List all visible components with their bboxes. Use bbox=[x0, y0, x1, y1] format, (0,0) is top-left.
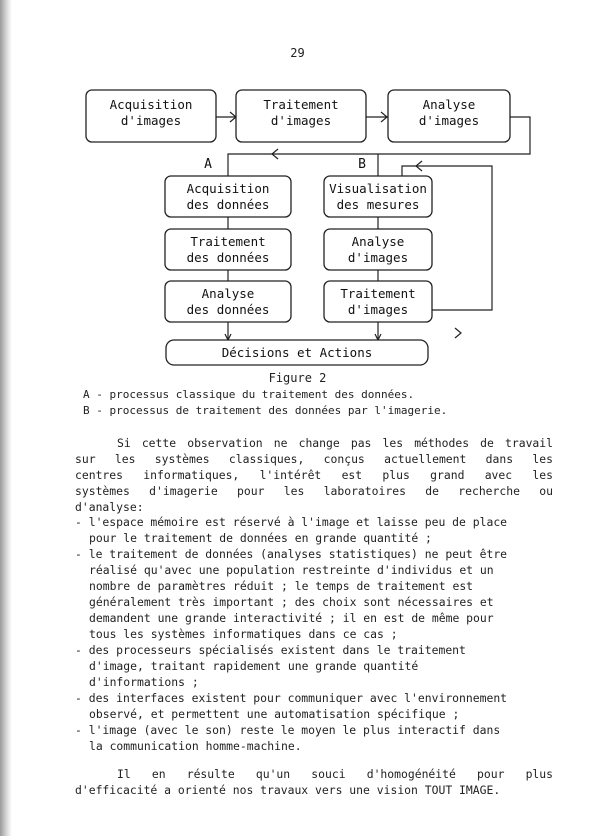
paragraph-line: sur les systèmes classiques, conçus actuellement dans les bbox=[75, 452, 553, 466]
box-label: Décisions et Actions bbox=[221, 345, 373, 360]
box-label: d'images bbox=[347, 250, 409, 265]
column-b-label: B bbox=[358, 157, 366, 172]
box-label: Acquisition bbox=[109, 97, 193, 112]
box-acquisition-images bbox=[86, 90, 216, 142]
page-number: 29 bbox=[290, 46, 305, 60]
bullet-line: - des interfaces existent pour communiquer avec l'environnement bbox=[75, 691, 508, 705]
bullet-line: - l'espace mémoire est réservé à l'image et laisse peu de place bbox=[75, 515, 508, 529]
bullet-line: demandent une grande interactivité ; il en est de même pour bbox=[89, 611, 494, 625]
bullet-line: d'image, traitant rapidement une grande quantité bbox=[89, 659, 419, 673]
paragraph-line: d'efficacité a orienté nos travaux vers une vision TOUT IMAGE. bbox=[75, 783, 501, 797]
bullet-line: généralement très important ; des choix sont nécessaires et bbox=[89, 595, 494, 609]
bullet-line: - l'image (avec le son) reste le moyen le plus interactif dans bbox=[75, 723, 501, 737]
box-label: Analyse bbox=[201, 286, 255, 301]
box-label: Traitement bbox=[340, 286, 416, 301]
box-acquisition-donnees bbox=[165, 176, 291, 217]
box-label: Analyse bbox=[351, 234, 405, 249]
box-label: des mesures bbox=[336, 197, 420, 212]
box-traitement-images-b bbox=[324, 281, 432, 322]
box-analyse-images-b bbox=[324, 229, 432, 270]
box-label: d'images bbox=[418, 113, 480, 128]
box-label: Traitement bbox=[263, 97, 339, 112]
paragraph-line: centres informatiques, l'intérêt est plus grand avec les bbox=[75, 468, 553, 482]
box-label: Visualisation bbox=[329, 181, 427, 196]
box-analyse-donnees bbox=[165, 281, 291, 322]
box-label: d'images bbox=[120, 113, 182, 128]
paragraph-line: systèmes d'imagerie pour les laboratoires de recherche ou bbox=[75, 484, 553, 498]
bullet-line: d'informations ; bbox=[89, 675, 199, 689]
box-label: d'images bbox=[270, 113, 332, 128]
paragraph-line: d'analyse: bbox=[75, 500, 144, 514]
flow-diagram bbox=[0, 0, 595, 372]
paragraph-line: Si cette observation ne change pas les méthodes de travail bbox=[117, 436, 553, 450]
box-traitement-images bbox=[236, 90, 366, 142]
box-label: Analyse bbox=[422, 97, 476, 112]
box-label: des données bbox=[186, 197, 270, 212]
column-a-label: A bbox=[204, 157, 212, 172]
bullet-line: observé, et permettent une automatisation spécifique ; bbox=[89, 707, 460, 721]
figure-caption: Figure 2 bbox=[268, 371, 327, 385]
legend-line-a: A - processus classique du traitement des données. bbox=[83, 388, 415, 401]
bullet-line: tous les systèmes informatiques dans ce cas ; bbox=[89, 627, 398, 641]
bullet-line: la communication homme-machine. bbox=[89, 739, 302, 753]
box-analyse-images bbox=[388, 90, 510, 142]
bullet-line: réalisé qu'avec une population restreinte d'individus et un bbox=[89, 563, 494, 577]
box-visualisation-mesures bbox=[324, 176, 432, 217]
box-label: Traitement bbox=[190, 234, 266, 249]
box-decisions-actions bbox=[166, 340, 428, 365]
box-label: des données bbox=[186, 302, 270, 317]
legend-line-b: B - processus de traitement des données par l'imagerie. bbox=[83, 404, 448, 417]
bullet-line: pour le traitement de données en grande quantité ; bbox=[89, 531, 432, 545]
box-traitement-donnees bbox=[165, 229, 291, 270]
paragraph-line: Il en résulte qu'un souci d'homogénéité pour plus bbox=[117, 767, 553, 781]
bullet-line: nombre de paramètres réduit ; le temps de traitement est bbox=[89, 579, 474, 593]
box-label: Acquisition bbox=[186, 181, 270, 196]
box-label: d'images bbox=[347, 302, 409, 317]
bullet-line: - le traitement de données (analyses statistiques) ne peut être bbox=[75, 547, 508, 561]
box-label: des données bbox=[186, 250, 270, 265]
bullet-line: - des processeurs spécialisés existent dans le traitement bbox=[75, 643, 466, 657]
